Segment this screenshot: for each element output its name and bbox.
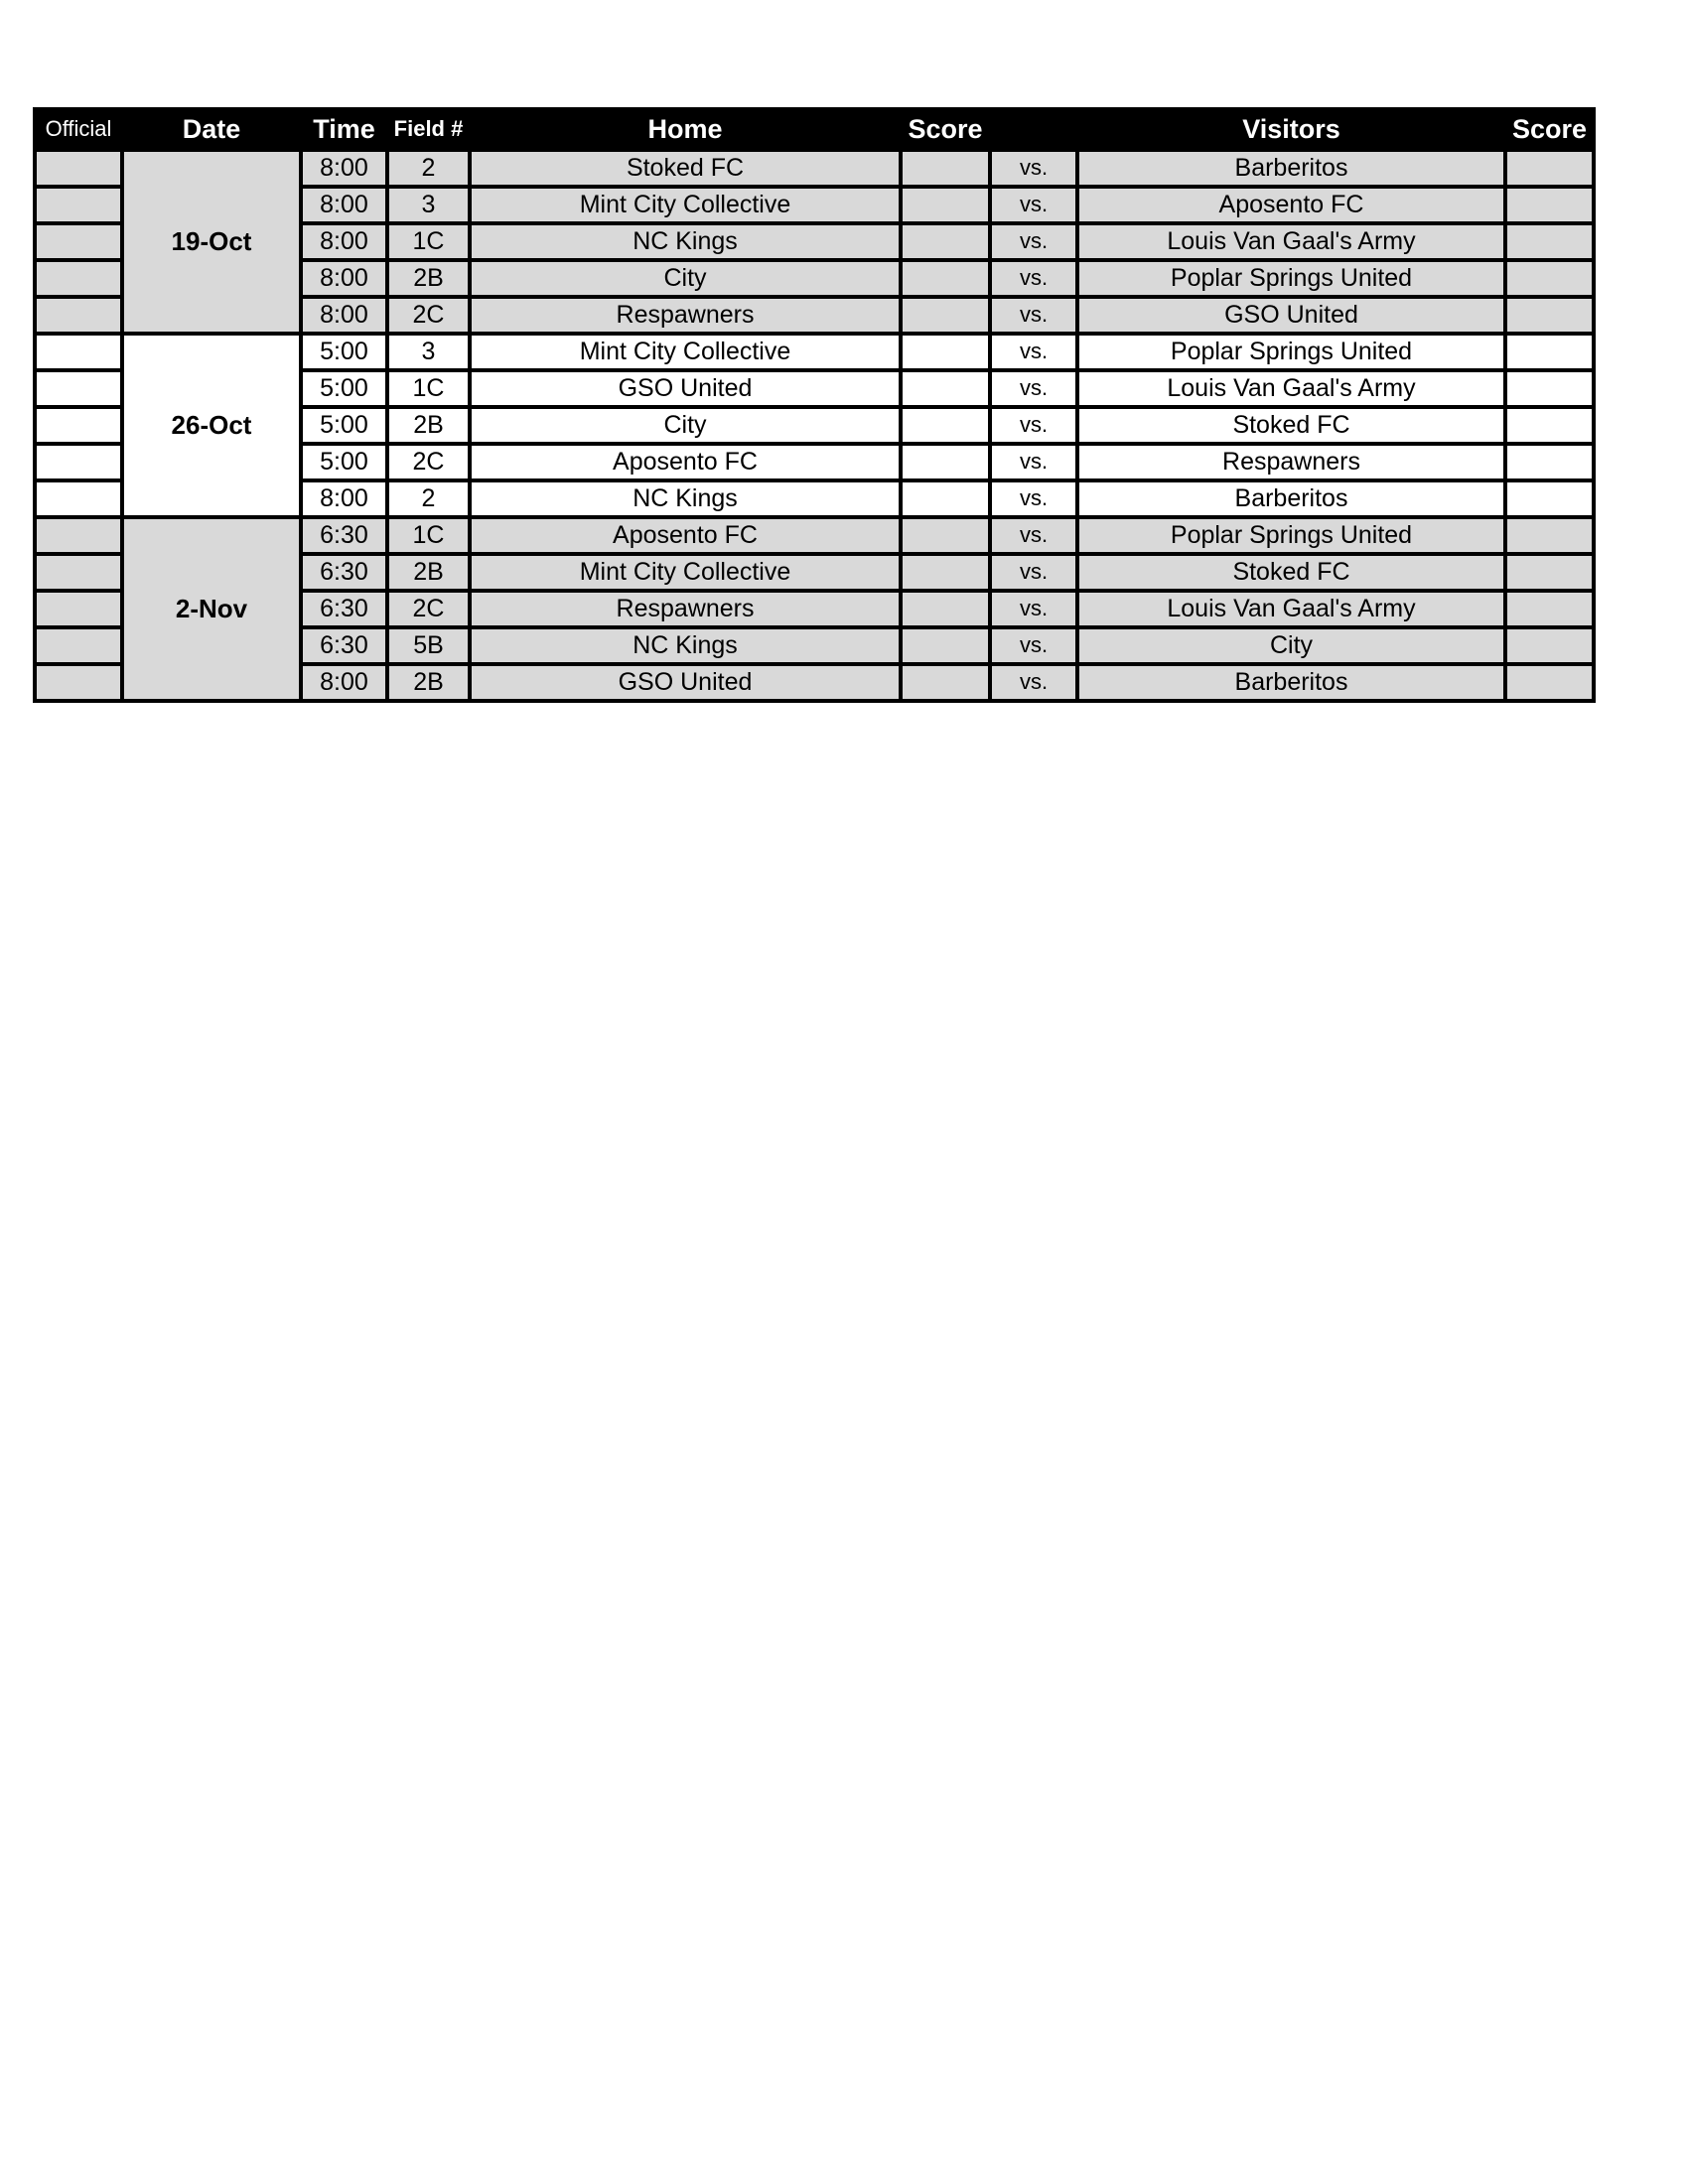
home-team-cell: Aposento FC [470, 444, 901, 480]
home-score-cell [901, 223, 990, 260]
visitor-team-cell: Louis Van Gaal's Army [1077, 370, 1505, 407]
home-team-cell: Mint City Collective [470, 334, 901, 370]
visitor-score-cell [1505, 370, 1594, 407]
home-team-cell: Mint City Collective [470, 554, 901, 591]
field-number-cell: 2 [387, 150, 470, 187]
home-score-cell [901, 591, 990, 627]
vs-cell: vs. [990, 260, 1077, 297]
visitor-score-cell [1505, 627, 1594, 664]
visitor-team-cell: GSO United [1077, 297, 1505, 334]
field-number-cell: 1C [387, 223, 470, 260]
official-cell [35, 334, 122, 370]
field-number-cell: 2B [387, 664, 470, 701]
vs-cell: vs. [990, 554, 1077, 591]
official-cell [35, 591, 122, 627]
vs-cell: vs. [990, 664, 1077, 701]
field-number-cell: 1C [387, 370, 470, 407]
home-score-cell [901, 150, 990, 187]
vs-cell: vs. [990, 517, 1077, 554]
home-team-cell: Mint City Collective [470, 187, 901, 223]
visitor-team-cell: Barberitos [1077, 480, 1505, 517]
official-cell [35, 187, 122, 223]
home-score-cell [901, 297, 990, 334]
time-cell: 8:00 [301, 223, 387, 260]
official-cell [35, 150, 122, 187]
time-cell: 8:00 [301, 187, 387, 223]
official-cell [35, 554, 122, 591]
header-official: Official [35, 109, 122, 150]
time-cell: 8:00 [301, 150, 387, 187]
official-cell [35, 517, 122, 554]
date-cell: 26-Oct [122, 334, 301, 517]
home-score-cell [901, 407, 990, 444]
header-visitors: Visitors [1077, 109, 1505, 150]
time-cell: 5:00 [301, 334, 387, 370]
home-team-cell: Respawners [470, 591, 901, 627]
home-team-cell: NC Kings [470, 480, 901, 517]
visitor-score-cell [1505, 297, 1594, 334]
official-cell [35, 260, 122, 297]
home-team-cell: NC Kings [470, 627, 901, 664]
visitor-team-cell: City [1077, 627, 1505, 664]
header-home: Home [470, 109, 901, 150]
visitor-score-cell [1505, 591, 1594, 627]
vs-cell: vs. [990, 223, 1077, 260]
home-score-cell [901, 480, 990, 517]
official-cell [35, 370, 122, 407]
visitor-score-cell [1505, 444, 1594, 480]
home-score-cell [901, 554, 990, 591]
home-score-cell [901, 517, 990, 554]
vs-cell: vs. [990, 370, 1077, 407]
home-score-cell [901, 444, 990, 480]
visitor-team-cell: Poplar Springs United [1077, 334, 1505, 370]
time-cell: 8:00 [301, 664, 387, 701]
visitor-team-cell: Stoked FC [1077, 554, 1505, 591]
vs-cell: vs. [990, 591, 1077, 627]
visitor-score-cell [1505, 664, 1594, 701]
field-number-cell: 1C [387, 517, 470, 554]
vs-cell: vs. [990, 150, 1077, 187]
field-number-cell: 2C [387, 297, 470, 334]
header-time: Time [301, 109, 387, 150]
schedule-row [35, 334, 1594, 370]
vs-cell: vs. [990, 334, 1077, 370]
visitor-score-cell [1505, 480, 1594, 517]
visitor-score-cell [1505, 150, 1594, 187]
visitor-score-cell [1505, 517, 1594, 554]
visitor-score-cell [1505, 407, 1594, 444]
field-number-cell: 5B [387, 627, 470, 664]
date-cell: 19-Oct [122, 150, 301, 334]
field-number-cell: 2 [387, 480, 470, 517]
time-cell: 8:00 [301, 297, 387, 334]
vs-cell: vs. [990, 297, 1077, 334]
field-number-cell: 2C [387, 591, 470, 627]
time-cell: 6:30 [301, 517, 387, 554]
field-number-cell: 2B [387, 407, 470, 444]
official-cell [35, 480, 122, 517]
visitor-team-cell: Aposento FC [1077, 187, 1505, 223]
home-team-cell: Aposento FC [470, 517, 901, 554]
home-team-cell: GSO United [470, 370, 901, 407]
vs-cell: vs. [990, 444, 1077, 480]
visitor-score-cell [1505, 187, 1594, 223]
home-team-cell: NC Kings [470, 223, 901, 260]
vs-cell: vs. [990, 480, 1077, 517]
official-cell [35, 627, 122, 664]
visitor-team-cell: Louis Van Gaal's Army [1077, 591, 1505, 627]
field-number-cell: 2B [387, 260, 470, 297]
schedule-row [35, 517, 1594, 554]
home-score-cell [901, 370, 990, 407]
time-cell: 5:00 [301, 407, 387, 444]
field-number-cell: 3 [387, 187, 470, 223]
home-score-cell [901, 187, 990, 223]
schedule-table [33, 107, 1596, 703]
official-cell [35, 664, 122, 701]
time-cell: 8:00 [301, 480, 387, 517]
home-score-cell [901, 627, 990, 664]
home-team-cell: GSO United [470, 664, 901, 701]
home-score-cell [901, 334, 990, 370]
visitor-team-cell: Poplar Springs United [1077, 517, 1505, 554]
home-team-cell: Stoked FC [470, 150, 901, 187]
field-number-cell: 3 [387, 334, 470, 370]
vs-cell: vs. [990, 187, 1077, 223]
visitor-team-cell: Louis Van Gaal's Army [1077, 223, 1505, 260]
visitor-team-cell: Stoked FC [1077, 407, 1505, 444]
official-cell [35, 407, 122, 444]
time-cell: 6:30 [301, 627, 387, 664]
home-team-cell: City [470, 407, 901, 444]
header-vs-spacer [990, 109, 1077, 150]
time-cell: 5:00 [301, 370, 387, 407]
schedule-body [35, 150, 1594, 701]
time-cell: 8:00 [301, 260, 387, 297]
visitor-score-cell [1505, 260, 1594, 297]
official-cell [35, 444, 122, 480]
schedule-row [35, 150, 1594, 187]
official-cell [35, 223, 122, 260]
time-cell: 6:30 [301, 554, 387, 591]
home-score-cell [901, 664, 990, 701]
visitor-team-cell: Poplar Springs United [1077, 260, 1505, 297]
visitor-score-cell [1505, 334, 1594, 370]
visitor-score-cell [1505, 223, 1594, 260]
header-field-number: Field # [387, 109, 470, 150]
home-team-cell: Respawners [470, 297, 901, 334]
time-cell: 6:30 [301, 591, 387, 627]
field-number-cell: 2B [387, 554, 470, 591]
vs-cell: vs. [990, 407, 1077, 444]
visitor-team-cell: Barberitos [1077, 150, 1505, 187]
visitor-team-cell: Barberitos [1077, 664, 1505, 701]
header-row [35, 109, 1594, 150]
header-date: Date [122, 109, 301, 150]
vs-cell: vs. [990, 627, 1077, 664]
header-home-score: Score [901, 109, 990, 150]
visitor-score-cell [1505, 554, 1594, 591]
home-score-cell [901, 260, 990, 297]
date-cell: 2-Nov [122, 517, 301, 701]
time-cell: 5:00 [301, 444, 387, 480]
home-team-cell: City [470, 260, 901, 297]
field-number-cell: 2C [387, 444, 470, 480]
visitor-team-cell: Respawners [1077, 444, 1505, 480]
header-visitor-score: Score [1505, 109, 1594, 150]
official-cell [35, 297, 122, 334]
